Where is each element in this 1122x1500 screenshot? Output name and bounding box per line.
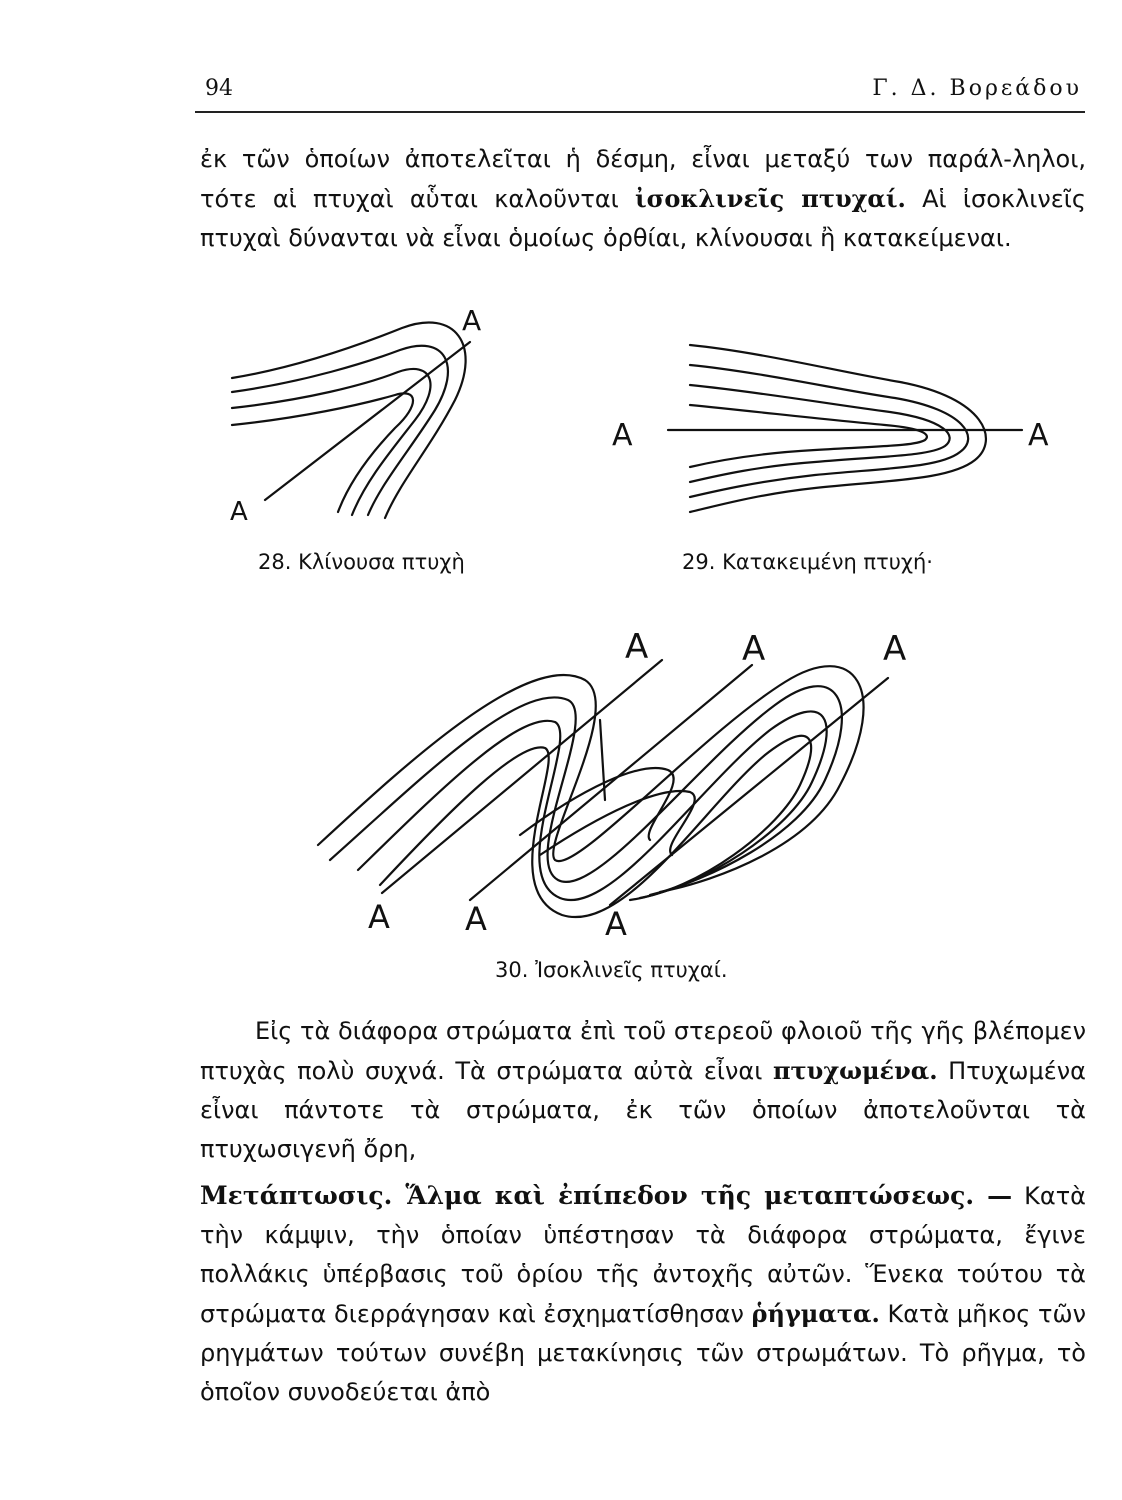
fold-layer xyxy=(232,393,413,512)
fig30-axis-label-top: A xyxy=(625,627,649,667)
fold-layer xyxy=(232,369,430,515)
section-heading: Μετάπτωσις. Ἅλμα καὶ ἐπίπεδον τῆς μεταπτώσεως. — xyxy=(200,1181,1013,1210)
term-folded: πτυχωμένα. xyxy=(772,1056,938,1085)
fold-layer xyxy=(690,405,927,467)
figure-28-caption: 28. Κλίνουσα πτυχὴ xyxy=(258,550,465,574)
figure-30-isoclinal-folds xyxy=(318,660,888,917)
fold-layer xyxy=(380,736,811,917)
figure-29-caption: 29. Κατακειμένη πτυχή· xyxy=(682,550,933,574)
figure-28-inclined-fold xyxy=(232,323,470,518)
axial-plane-line xyxy=(265,342,470,500)
axial-plane-line xyxy=(470,665,752,900)
paragraph-folded-strata xyxy=(200,1012,1086,1169)
paragraph-text: Αἱ ἰσοκλινεῖς πτυχαὶ δύνανται νὰ εἶναι ὁμοίως ὀρθίαι, κλίνουσαι ἢ κατακείμεναι. xyxy=(200,185,1086,252)
fig30-axis-label-top: A xyxy=(742,629,766,669)
term-isoclinal-folds: ἰσοκλινεῖς πτυχαί. xyxy=(635,184,906,213)
fig29-axis-label-left: A xyxy=(612,418,633,453)
paragraph-text: Κατὰ τὴν κάμψιν, τὴν ὁποίαν ὑπέστησαν τὰ διάφορα στρώματα, ἔγινε πολλάκις ὑπέρβασις τοῦ ὁρίου τῆς ἀντοχῆς αὐτῶν. Ἕνεκα τούτου τὰ στρώματα διερράγησαν καὶ ἐσχηματίσθησαν xyxy=(200,1182,1086,1328)
fold-layer xyxy=(690,385,950,482)
paragraph-text: ἐκ τῶν ὁποίων ἀποτελεῖται ἡ δέσμη, εἶναι μεταξύ των παράλ-ληλοι, τότε αἱ πτυχαὶ αὗται καλοῦνται xyxy=(200,145,1086,213)
fig28-axis-label-bottom: A xyxy=(230,497,248,527)
fig30-axis-label-top: A xyxy=(883,629,907,669)
paragraph-text: Κατὰ μῆκος τῶν ρηγμάτων τούτων συνέβη μετακίνησις τῶν στρωμάτων. Τὸ ρῆγμα, τὸ ὁποῖον συνοδεύεται ἀπὸ xyxy=(200,1300,1086,1406)
fold-layer xyxy=(330,686,842,895)
figure-30-caption: 30. Ἰσοκλινεῖς πτυχαί. xyxy=(495,958,728,982)
running-header-author: Γ. Δ. Βορεάδου xyxy=(872,76,1082,101)
axial-plane-line xyxy=(600,720,605,800)
section-faulting xyxy=(200,1176,1086,1412)
paragraph-text: Πτυχωμένα εἶναι πάντοτε τὰ στρώματα, ἐκ τῶν ὁποίων ἀποτελοῦνται τὰ πτυχωσιγενῆ ὄρη, xyxy=(200,1057,1086,1163)
fig30-axis-label-bottom: A xyxy=(465,900,487,938)
fig30-axis-label-bottom: A xyxy=(605,905,627,943)
fig30-axis-label-bottom: A xyxy=(368,898,390,936)
figure-29-recumbent-fold xyxy=(668,345,1022,512)
fig29-axis-label-right: A xyxy=(1028,418,1049,453)
paragraph-text: Εἰς τὰ διάφορα στρώματα ἐπὶ τοῦ στερεοῦ φλοιοῦ τῆς γῆς βλέπομεν πτυχὰς πολὺ συχνά. Τὰ στρώματα αὐτὰ εἶναι xyxy=(200,1017,1086,1085)
fig28-axis-label-top: A xyxy=(462,304,482,337)
page-number: 94 xyxy=(205,76,233,101)
term-fractures: ῥήγματα. xyxy=(751,1299,880,1328)
